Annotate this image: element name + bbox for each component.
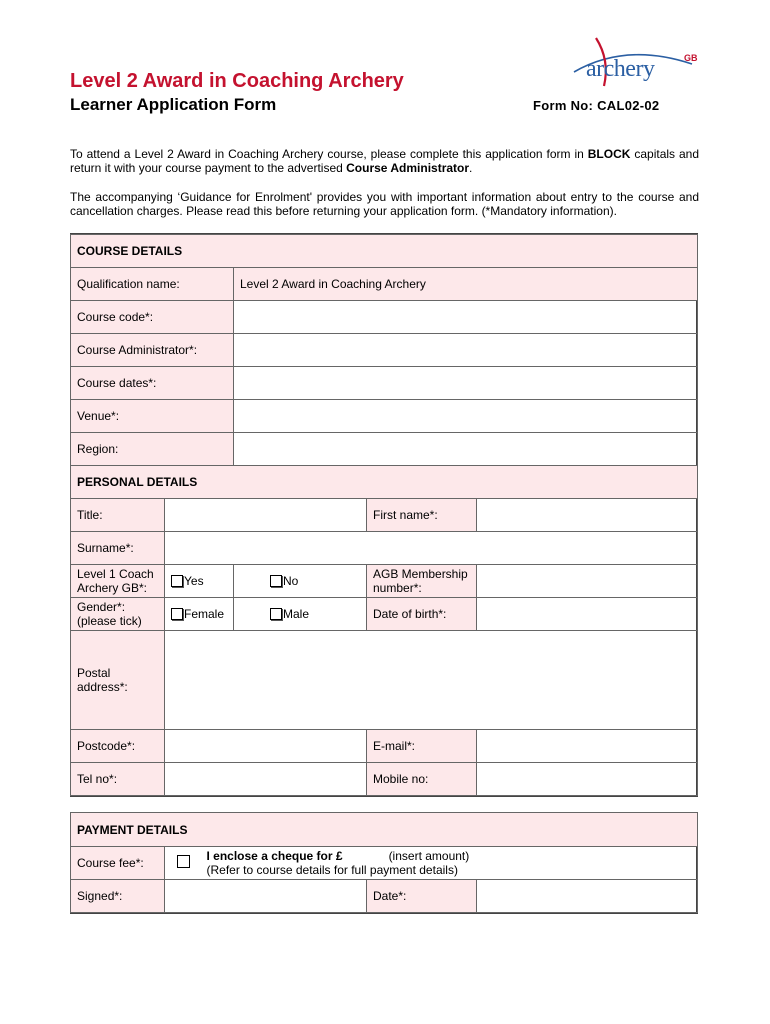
address-label: Postal address*:	[71, 631, 165, 730]
dob-field[interactable]	[477, 598, 698, 631]
insert-amount-text: (insert amount)	[388, 849, 470, 863]
email-label: E-mail*:	[367, 730, 477, 763]
mobile-label: Mobile no:	[367, 763, 477, 796]
venue-field[interactable]	[234, 400, 698, 433]
payment-table	[70, 812, 698, 913]
qualification-label: Qualification name:	[71, 268, 234, 301]
refer-text: (Refer to course details for full payment details)	[206, 863, 458, 877]
region-label: Region:	[71, 433, 234, 466]
course-dates-field[interactable]	[234, 367, 698, 400]
level1-coach-label: Level 1 Coach Archery GB*:	[71, 565, 165, 598]
tel-field[interactable]	[165, 763, 367, 796]
date-label: Date*:	[367, 880, 477, 913]
cheque-text: I enclose a cheque for £	[206, 849, 343, 863]
course-code-label: Course code*:	[71, 301, 234, 334]
cheque-statement	[203, 847, 698, 880]
email-field[interactable]	[477, 730, 698, 763]
details-table	[70, 234, 698, 796]
logo-suffix: GB	[684, 53, 698, 63]
course-admin-field[interactable]	[234, 334, 698, 367]
first-name-label: First name*:	[367, 499, 477, 532]
postcode-field[interactable]	[165, 730, 367, 763]
gender-female-option[interactable]: Female	[165, 598, 234, 631]
checkbox-icon[interactable]	[270, 575, 282, 587]
address-field[interactable]	[165, 631, 698, 730]
tel-label: Tel no*:	[71, 763, 165, 796]
checkbox-icon[interactable]	[270, 608, 282, 620]
checkbox-icon[interactable]	[171, 608, 183, 620]
course-code-field[interactable]	[234, 301, 698, 334]
dob-label: Date of birth*:	[367, 598, 477, 631]
course-details-heading: COURSE DETAILS	[71, 235, 698, 268]
course-admin-label: Course Administrator*:	[71, 334, 234, 367]
checkbox-icon[interactable]	[177, 855, 190, 868]
title-label: Title:	[71, 499, 165, 532]
date-field[interactable]	[477, 880, 698, 913]
membership-field[interactable]	[477, 565, 698, 598]
form-subtitle: Learner Application Form	[70, 95, 277, 114]
qualification-value[interactable]: Level 2 Award in Coaching Archery	[234, 268, 698, 301]
checkbox-icon[interactable]	[171, 575, 183, 587]
intro-paragraph-1: To attend a Level 2 Award in Coaching Archery course, please complete this application form in BLOCK capitals and return it with your course payment to the advertised Course Administrator.	[70, 147, 699, 175]
surname-field[interactable]	[165, 532, 698, 565]
form-title: Level 2 Award in Coaching Archery	[70, 70, 404, 92]
surname-label: Surname*:	[71, 532, 165, 565]
region-field[interactable]	[234, 433, 698, 466]
gender-label: Gender*: (please tick)	[71, 598, 165, 631]
archery-gb-logo	[566, 34, 706, 92]
signed-field[interactable]	[165, 880, 367, 913]
membership-label: AGB Membership number*:	[367, 565, 477, 598]
title-field[interactable]	[165, 499, 367, 532]
cheque-checkbox[interactable]	[165, 847, 203, 880]
gender-male-option[interactable]: Male	[234, 598, 367, 631]
signed-label: Signed*:	[71, 880, 165, 913]
level1-no-option[interactable]: No	[234, 565, 367, 598]
form-number: Form No: CAL02-02	[533, 98, 660, 113]
level1-yes-option[interactable]: Yes	[165, 565, 234, 598]
mobile-field[interactable]	[477, 763, 698, 796]
course-dates-label: Course dates*:	[71, 367, 234, 400]
intro-paragraph-2: The accompanying ‘Guidance for Enrolment' provides you with important information about entry to the course and cancellation charges. Please read this before returning your application form. (*Mandatory information).	[70, 190, 699, 218]
venue-label: Venue*:	[71, 400, 234, 433]
first-name-field[interactable]	[477, 499, 698, 532]
payment-details-heading: PAYMENT DETAILS	[71, 813, 698, 847]
course-fee-label: Course fee*:	[71, 847, 165, 880]
personal-details-heading: PERSONAL DETAILS	[71, 466, 698, 499]
postcode-label: Postcode*:	[71, 730, 165, 763]
logo-word: archery	[586, 56, 655, 82]
